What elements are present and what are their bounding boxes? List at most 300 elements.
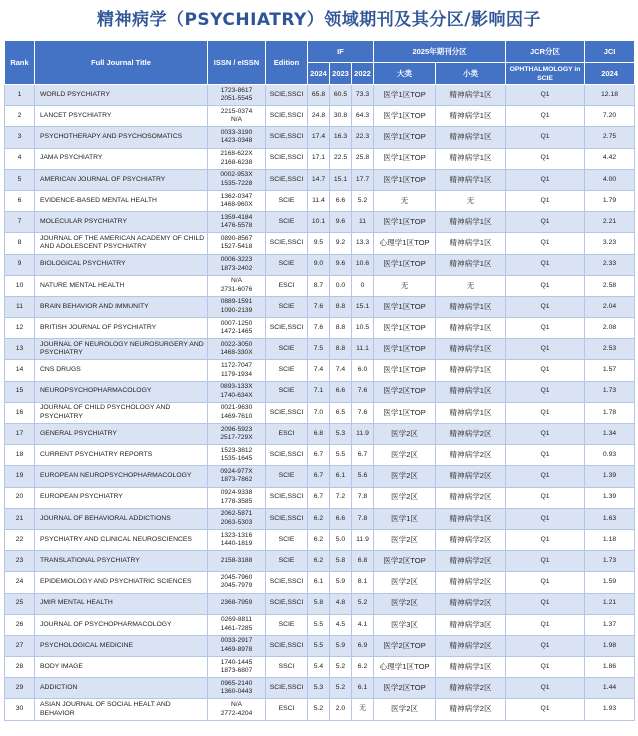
issn-value: 0022-3050 [220,340,253,348]
issn-cell [208,360,266,381]
jcr-quartile-cell: Q1 [506,424,585,445]
edition-cell: SCIE,SSCI [266,635,308,656]
cas-major-cell: 心理学1区TOP [374,233,436,254]
if-2023-cell: 6.6 [330,508,352,529]
rank-cell: 14 [5,360,35,381]
if-2022-cell: 6.9 [352,635,374,656]
cas-major-cell: 医学3区 [374,614,436,635]
table-body [5,85,635,721]
edition-cell: SCIE [266,529,308,550]
cas-minor-cell: 精神病学2区 [436,529,506,550]
table-row[interactable] [5,381,635,402]
table-row[interactable] [5,487,635,508]
if-2023-cell: 2.0 [330,699,352,720]
issn-value: 1362-0347 [220,192,253,200]
cas-minor-cell: 精神病学1区 [436,106,506,127]
if-2024-cell: 7.4 [308,360,330,381]
if-2024-cell: 10.1 [308,212,330,233]
if-2022-cell: 73.3 [352,85,374,106]
cas-minor-cell: 精神病学2区 [436,572,506,593]
header-if-2022[interactable]: 2022 [352,63,374,85]
issn-cell [208,508,266,529]
table-row[interactable] [5,466,635,487]
table-row[interactable] [5,190,635,211]
jcr-quartile-cell: Q1 [506,487,585,508]
issn-cell [208,127,266,148]
cas-major-cell: 医学2区 [374,572,436,593]
jci-cell: 1.93 [585,699,635,720]
if-2024-cell: 17.1 [308,148,330,169]
if-2024-cell: 6.7 [308,445,330,466]
rank-cell: 2 [5,106,35,127]
header-jci[interactable]: JCI [585,41,635,63]
cas-minor-cell: 精神病学2区 [436,424,506,445]
jci-cell: 3.23 [585,233,635,254]
journal-name-cell: MOLECULAR PSYCHIATRY [35,212,208,233]
table-row[interactable] [5,212,635,233]
table-row[interactable] [5,85,635,106]
table-row[interactable] [5,657,635,678]
journal-name-cell: ASIAN JOURNAL OF SOCIAL HEALT AND BEHAVIOR [35,699,208,720]
header-journal-title[interactable]: Full Journal Title [35,41,208,85]
jci-cell: 1.39 [585,487,635,508]
if-2023-cell: 9.6 [330,254,352,275]
if-2024-cell: 6.2 [308,529,330,550]
issn-value: 2062-5871 [220,510,253,518]
jcr-quartile-cell: Q1 [506,254,585,275]
journal-name-cell: EVIDENCE-BASED MENTAL HEALTH [35,190,208,211]
table-row[interactable] [5,360,635,381]
if-2024-cell: 6.7 [308,466,330,487]
rank-cell: 25 [5,593,35,614]
if-2024-cell: 7.6 [308,318,330,339]
issn-value: 2215-0374 [220,107,253,115]
issn-cell [208,148,266,169]
if-2022-cell: 6.2 [352,657,374,678]
header-rank[interactable]: Rank [5,41,35,85]
journal-name-cell: EUROPEAN NEUROPSYCHOPHARMACOLOGY [35,466,208,487]
if-2022-cell: 8.1 [352,572,374,593]
issn-cell [208,296,266,317]
journal-name-cell: JAMA PSYCHIATRY [35,148,208,169]
issn-value: 0006-3223 [220,256,253,264]
page-title: 精神病学（PSYCHIATRY）领域期刊及其分区/影响因子 [96,10,542,30]
issn-value: 0002-953X [220,171,253,179]
cas-minor-cell: 精神病学1区 [436,657,506,678]
jci-cell: 2.75 [585,127,635,148]
header-cas-major[interactable]: 大类 [374,63,436,85]
issn-cell [208,678,266,699]
jci-cell: 2.58 [585,275,635,296]
cas-major-cell: 医学1区TOP [374,169,436,190]
jci-cell: 2.04 [585,296,635,317]
eissn-value: 1360-0443 [220,688,253,696]
jci-cell: 1.73 [585,551,635,572]
table-row[interactable] [5,402,635,423]
issn-cell [208,233,266,254]
journal-name-cell: WORLD PSYCHIATRY [35,85,208,106]
issn-cell [208,381,266,402]
table-row[interactable] [5,614,635,635]
rank-cell: 29 [5,678,35,699]
eissn-value: 2772-4204 [220,709,253,717]
if-2022-cell: 6.7 [352,445,374,466]
if-2023-cell: 6.6 [330,381,352,402]
edition-cell: SCIE,SSCI [266,127,308,148]
edition-cell: SCIE [266,212,308,233]
eissn-value: N/A [231,116,242,124]
issn-value: 1172-7047 [220,362,253,370]
issn-value: N/A [231,701,242,709]
header-if[interactable]: IF [308,41,374,63]
issn-cell [208,254,266,275]
jci-cell: 1.73 [585,381,635,402]
rank-cell: 17 [5,424,35,445]
if-2022-cell: 11 [352,212,374,233]
edition-cell: SCIE,SSCI [266,572,308,593]
journal-name-cell: NATURE MENTAL HEALTH [35,275,208,296]
cas-major-cell: 医学2区 [374,699,436,720]
eissn-value: 1468-960X [220,201,253,209]
if-2023-cell: 5.0 [330,529,352,550]
rank-cell: 9 [5,254,35,275]
cas-major-cell: 医学1区TOP [374,148,436,169]
cas-major-cell: 无 [374,275,436,296]
if-2024-cell: 9.5 [308,233,330,254]
journal-name-cell: JOURNAL OF PSYCHOPHARMACOLOGY [35,614,208,635]
journal-name-cell: ADDICTION [35,678,208,699]
jcr-quartile-cell: Q1 [506,318,585,339]
if-2023-cell: 6.5 [330,402,352,423]
cas-minor-cell: 精神病学2区 [436,678,506,699]
cas-major-cell: 医学1区TOP [374,85,436,106]
jci-cell: 1.34 [585,424,635,445]
journal-name-cell: GENERAL PSYCHIATRY [35,424,208,445]
edition-cell: ESCI [266,275,308,296]
cas-major-cell: 医学1区TOP [374,339,436,360]
issn-cell [208,551,266,572]
rank-cell: 28 [5,657,35,678]
eissn-value: 1090-2139 [220,306,253,314]
jci-cell: 1.18 [585,529,635,550]
cas-major-cell: 医学2区 [374,466,436,487]
if-2024-cell: 6.1 [308,572,330,593]
table-row[interactable] [5,424,635,445]
journal-name-cell: JMIR MENTAL HEALTH [35,593,208,614]
header-cas-zone[interactable]: 2025年期刊分区 [374,41,506,63]
rank-cell: 18 [5,445,35,466]
table-row[interactable] [5,275,635,296]
issn-cell [208,614,266,635]
eissn-value: 2517-729X [220,434,253,442]
journal-name-cell: NEUROPSYCHOPHARMACOLOGY [35,381,208,402]
if-2022-cell: 4.1 [352,614,374,635]
cas-minor-cell: 精神病学1区 [436,381,506,402]
header-jcr[interactable]: JCR分区 [506,41,585,63]
edition-cell: SCIE,SSCI [266,233,308,254]
cas-major-cell: 医学1区TOP [374,106,436,127]
table-row[interactable] [5,318,635,339]
rank-cell: 15 [5,381,35,402]
issn-value: 0893-133X [220,383,253,391]
if-2024-cell: 5.3 [308,678,330,699]
journal-name-cell: TRANSLATIONAL PSYCHIATRY [35,551,208,572]
rank-cell: 1 [5,85,35,106]
header-if-2024[interactable]: 2024 [308,63,330,85]
issn-cell [208,699,266,720]
if-2024-cell: 9.0 [308,254,330,275]
header-issn[interactable]: ISSN / eISSN [208,41,266,85]
eissn-value: 1873-7862 [220,476,253,484]
if-2022-cell: 5.2 [352,190,374,211]
table-row[interactable] [5,169,635,190]
if-2023-cell: 8.8 [330,318,352,339]
issn-value: 2096-5923 [220,425,253,433]
table-header [5,41,635,85]
journal-name-cell: CURRENT PSYCHIATRY REPORTS [35,445,208,466]
rank-cell: 24 [5,572,35,593]
journal-name-cell: AMERICAN JOURNAL OF PSYCHIATRY [35,169,208,190]
jci-cell: 1.98 [585,635,635,656]
cas-minor-cell: 精神病学1区 [436,296,506,317]
issn-value: 0033-3190 [220,128,253,136]
if-2022-cell: 7.8 [352,487,374,508]
jcr-quartile-cell: Q1 [506,381,585,402]
issn-cell [208,402,266,423]
if-2022-cell: 11.9 [352,529,374,550]
jci-cell: 1.59 [585,572,635,593]
edition-cell: SCIE [266,466,308,487]
issn-value: 0924-977X [220,467,253,475]
eissn-value: 1873-6807 [220,667,253,675]
issn-value: 0924-9338 [220,489,253,497]
cas-minor-cell: 精神病学1区 [436,508,506,529]
jci-cell: 4.00 [585,169,635,190]
header-edition[interactable]: Edition [266,41,308,85]
jcr-quartile-cell: Q1 [506,529,585,550]
issn-value: 1323-1316 [220,531,253,539]
if-2023-cell: 60.5 [330,85,352,106]
table-row[interactable] [5,551,635,572]
cas-major-cell: 医学1区TOP [374,296,436,317]
cas-major-cell: 医学1区 [374,508,436,529]
if-2024-cell: 8.7 [308,275,330,296]
if-2022-cell: 7.6 [352,381,374,402]
header-if-2023[interactable]: 2023 [330,63,352,85]
jcr-quartile-cell: Q1 [506,508,585,529]
edition-cell: ESCI [266,424,308,445]
cas-minor-cell: 精神病学2区 [436,635,506,656]
journal-name-cell: PSYCHIATRY AND CLINICAL NEUROSCIENCES [35,529,208,550]
eissn-value: 2051-5545 [220,95,253,103]
cas-major-cell: 医学1区TOP [374,212,436,233]
issn-cell [208,212,266,233]
table-row[interactable] [5,445,635,466]
if-2024-cell: 5.5 [308,635,330,656]
edition-cell: SCIE [266,551,308,572]
issn-value: 1723-8617 [220,86,253,94]
issn-value: 1740-1445 [220,658,253,666]
if-2022-cell: 0 [352,275,374,296]
rank-cell: 3 [5,127,35,148]
jcr-quartile-cell: Q1 [506,190,585,211]
jcr-quartile-cell: Q1 [506,296,585,317]
edition-cell: SCIE,SSCI [266,678,308,699]
if-2023-cell: 30.8 [330,106,352,127]
cas-major-cell: 医学1区TOP [374,254,436,275]
edition-cell: SCIE,SSCI [266,508,308,529]
rank-cell: 26 [5,614,35,635]
journal-name-cell: EUROPEAN PSYCHIATRY [35,487,208,508]
if-2024-cell: 6.2 [308,551,330,572]
if-2023-cell: 5.2 [330,678,352,699]
jcr-quartile-cell: Q1 [506,85,585,106]
issn-value: 2368-7959 [220,599,253,607]
jcr-quartile-cell: Q1 [506,699,585,720]
jcr-quartile-cell: Q1 [506,593,585,614]
cas-major-cell: 医学1区TOP [374,360,436,381]
if-2024-cell: 17.4 [308,127,330,148]
jcr-quartile-cell: Q1 [506,572,585,593]
header-jci-year[interactable]: 2024 [585,63,635,85]
if-2023-cell: 22.5 [330,148,352,169]
eissn-value: 1179-1934 [220,370,253,378]
table-row[interactable] [5,296,635,317]
issn-cell [208,593,266,614]
table-row[interactable] [5,635,635,656]
cas-minor-cell: 无 [436,190,506,211]
issn-cell [208,529,266,550]
edition-cell: SCIE,SSCI [266,402,308,423]
table-row[interactable] [5,508,635,529]
edition-cell: SSCI [266,657,308,678]
rank-cell: 6 [5,190,35,211]
header-cas-minor[interactable]: 小类 [436,63,506,85]
edition-cell: SCIE [266,296,308,317]
edition-cell: SCIE [266,381,308,402]
issn-cell [208,445,266,466]
eissn-value: 1476-5578 [220,222,253,230]
issn-value: 0021-9630 [220,404,253,412]
table-row[interactable] [5,127,635,148]
issn-cell [208,275,266,296]
cas-minor-cell: 精神病学1区 [436,127,506,148]
table-row[interactable] [5,233,635,254]
if-2022-cell: 64.3 [352,106,374,127]
table-row[interactable] [5,593,635,614]
eissn-value: 1461-7285 [220,624,253,632]
table-row[interactable] [5,106,635,127]
header-jcr-category[interactable]: OPHTHALMOLOGY in SCIE [506,63,585,85]
journal-name-cell: BODY IMAGE [35,657,208,678]
eissn-value: 2168-6238 [220,158,253,166]
rank-cell: 5 [5,169,35,190]
rank-cell: 8 [5,233,35,254]
table-row[interactable] [5,148,635,169]
if-2022-cell: 11.9 [352,424,374,445]
issn-cell [208,487,266,508]
if-2024-cell: 5.5 [308,614,330,635]
cas-minor-cell: 精神病学1区 [436,360,506,381]
edition-cell: SCIE [266,190,308,211]
edition-cell: SCIE,SSCI [266,85,308,106]
issn-value: 1359-4184 [220,213,253,221]
if-2024-cell: 6.8 [308,424,330,445]
rank-cell: 10 [5,275,35,296]
cas-minor-cell: 精神病学2区 [436,593,506,614]
jci-cell: 1.37 [585,614,635,635]
issn-cell [208,318,266,339]
if-2022-cell: 7.6 [352,402,374,423]
rank-cell: 4 [5,148,35,169]
issn-cell [208,85,266,106]
eissn-value: 1778-3585 [220,497,253,505]
cas-major-cell: 医学2区TOP [374,381,436,402]
edition-cell: SCIE [266,339,308,360]
edition-cell: SCIE,SSCI [266,445,308,466]
jci-cell: 4.42 [585,148,635,169]
if-2024-cell: 14.7 [308,169,330,190]
cas-minor-cell: 精神病学1区 [436,339,506,360]
jcr-quartile-cell: Q1 [506,275,585,296]
journal-name-cell: JOURNAL OF NEUROLOGY NEUROSURGERY AND PSYCHIATRY [35,339,208,360]
table-row[interactable] [5,339,635,360]
if-2022-cell: 11.1 [352,339,374,360]
edition-cell: SCIE [266,254,308,275]
jci-cell: 1.79 [585,190,635,211]
cas-minor-cell: 精神病学1区 [436,233,506,254]
cas-major-cell: 医学2区 [374,445,436,466]
rank-cell: 20 [5,487,35,508]
if-2024-cell: 7.1 [308,381,330,402]
if-2022-cell: 25.8 [352,148,374,169]
table-row[interactable] [5,529,635,550]
issn-value: 1523-3812 [220,446,253,454]
cas-major-cell: 医学2区 [374,424,436,445]
edition-cell: SCIE,SSCI [266,318,308,339]
journal-name-cell: CNS DRUGS [35,360,208,381]
jcr-quartile-cell: Q1 [506,127,585,148]
journal-table [4,40,635,721]
jci-cell: 1.78 [585,402,635,423]
jcr-quartile-cell: Q1 [506,169,585,190]
if-2023-cell: 5.5 [330,445,352,466]
table-row[interactable] [5,572,635,593]
jcr-quartile-cell: Q1 [506,551,585,572]
rank-cell: 11 [5,296,35,317]
if-2023-cell: 7.2 [330,487,352,508]
jci-cell: 2.21 [585,212,635,233]
cas-minor-cell: 精神病学2区 [436,487,506,508]
jcr-quartile-cell: Q1 [506,339,585,360]
edition-cell: SCIE [266,614,308,635]
table-row[interactable] [5,699,635,720]
table-row[interactable] [5,254,635,275]
jcr-quartile-cell: Q1 [506,466,585,487]
rank-cell: 19 [5,466,35,487]
cas-major-cell: 医学1区TOP [374,402,436,423]
journal-name-cell: JOURNAL OF CHILD PSYCHOLOGY AND PSYCHIATRY [35,402,208,423]
jci-cell: 1.63 [585,508,635,529]
eissn-value: 1740-634X [220,391,253,399]
issn-cell [208,572,266,593]
if-2024-cell: 6.2 [308,508,330,529]
table-row[interactable] [5,678,635,699]
jcr-quartile-cell: Q1 [506,148,585,169]
journal-name-cell: BRITISH JOURNAL OF PSYCHIATRY [35,318,208,339]
edition-cell: SCIE,SSCI [266,148,308,169]
jcr-quartile-cell: Q1 [506,614,585,635]
